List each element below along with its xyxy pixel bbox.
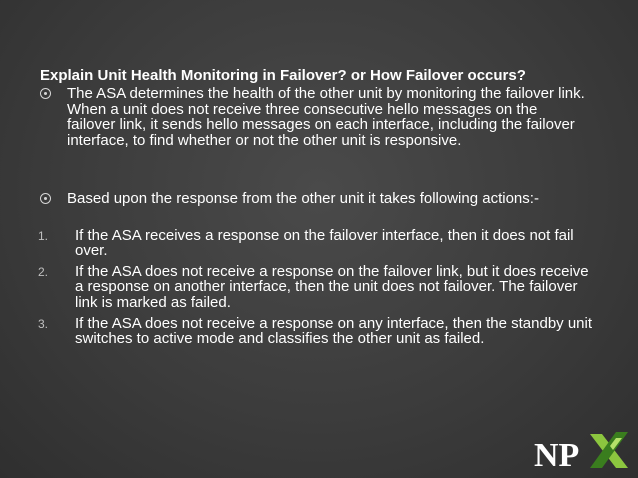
item-number: 1. xyxy=(38,229,49,243)
bullet-text: Based upon the response from the other unit it takes following actions:- xyxy=(67,190,539,207)
item-text: If the ASA receives a response on the failover interface, then it does not fail over. xyxy=(75,227,574,260)
bullet-icon xyxy=(40,88,51,99)
logo-np-text: NP xyxy=(534,437,580,472)
item-text: If the ASA does not receive a response on any interface, then the standby unit switches to active mode and classifies the other unit as failed. xyxy=(75,315,593,348)
bullet-icon xyxy=(40,193,51,204)
item-text: If the ASA does not receive a response on the failover link, but it does receive a response on another interface, then the unit does not failover. The failover link is marked as failed. xyxy=(75,263,589,311)
item-number: 3. xyxy=(38,317,49,331)
logo-x-icon xyxy=(590,432,628,468)
bullet-text: The ASA determines the health of the other unit by monitoring the failover link. When a unit does not receive three consecutive hello messages on the failover link, it sends hello messages on each interface, including the failover interface, to find whether or not the other unit is responsive. xyxy=(67,85,585,149)
item-number: 2. xyxy=(38,265,49,279)
npx-logo xyxy=(532,428,632,472)
slide-heading: Explain Unit Health Monitoring in Failover? or How Failover occurs? xyxy=(40,67,526,84)
